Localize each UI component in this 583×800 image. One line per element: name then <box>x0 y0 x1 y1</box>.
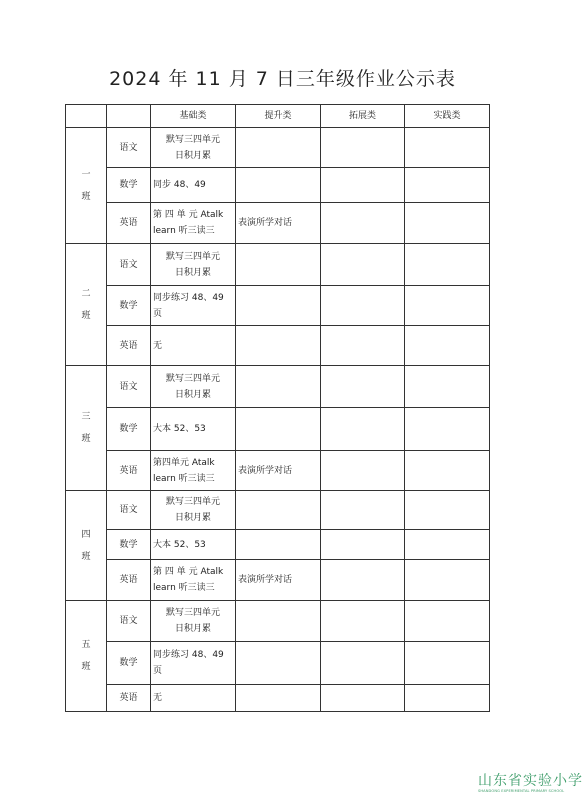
subject-cell: 数学 <box>107 286 151 326</box>
basic-line: 页 <box>153 308 163 319</box>
subject-cell: 英语 <box>107 326 151 366</box>
table-row <box>66 244 490 286</box>
expand-cell <box>321 530 405 560</box>
class-name-char: 班 <box>81 434 91 444</box>
expand-cell <box>321 491 405 530</box>
table-row <box>66 491 490 530</box>
table-row <box>66 203 490 244</box>
basic-line: 默写三四单元 <box>165 373 220 384</box>
basic-line: 大本 52、53 <box>153 539 206 550</box>
basic-line: 第 四 单 元 Atalk <box>153 210 224 220</box>
subject-cell: 英语 <box>107 451 151 491</box>
school-logo <box>478 773 583 794</box>
table-row <box>66 128 490 168</box>
subject-cell: 英语 <box>107 685 151 712</box>
improve-cell <box>236 366 321 408</box>
basic-line: 默写三四单元 <box>165 497 220 507</box>
improve-cell <box>236 244 321 286</box>
table-row <box>66 326 490 366</box>
table-row <box>66 366 490 408</box>
header-basic: 基础类 <box>151 105 236 128</box>
class-name-char: 四 <box>81 529 91 540</box>
basic-line: 日积月累 <box>174 150 211 161</box>
basic-line: learn 听三读三 <box>153 473 215 484</box>
page-title: 2024 年 11 月 7 日三年级作业公示表 <box>109 68 456 90</box>
expand-cell <box>321 326 405 366</box>
basic-line: 日积月累 <box>174 267 211 278</box>
practice-cell <box>405 560 490 601</box>
improve-cell <box>236 408 321 451</box>
subject-cell: 语文 <box>107 244 151 286</box>
practice-cell <box>405 244 490 286</box>
basic-cell <box>151 601 236 642</box>
school-logo-chinese: 山东省实验小学 <box>478 773 583 789</box>
improve-cell: 表演所学对话 <box>236 451 321 491</box>
basic-cell <box>151 408 236 451</box>
improve-cell: 表演所学对话 <box>236 560 321 601</box>
basic-line: 无 <box>153 693 163 703</box>
basic-line: 第四单元 Atalk <box>153 457 215 468</box>
basic-line: 默写三四单元 <box>165 134 220 145</box>
improve-cell <box>236 491 321 530</box>
improve-cell <box>236 168 321 203</box>
expand-cell <box>321 244 405 286</box>
practice-cell <box>405 286 490 326</box>
practice-cell <box>405 491 490 530</box>
basic-line: 大本 52、53 <box>153 424 206 434</box>
basic-cell <box>151 642 236 685</box>
practice-cell <box>405 128 490 168</box>
basic-cell <box>151 203 236 244</box>
expand-cell <box>321 451 405 491</box>
basic-cell <box>151 326 236 366</box>
practice-cell <box>405 366 490 408</box>
table-row <box>66 642 490 685</box>
basic-line: 页 <box>153 666 163 676</box>
basic-cell <box>151 128 236 168</box>
class-name-cell <box>66 128 107 244</box>
practice-cell <box>405 203 490 244</box>
table-row <box>66 451 490 491</box>
basic-cell <box>151 530 236 560</box>
improve-cell <box>236 601 321 642</box>
table-row <box>66 560 490 601</box>
basic-cell <box>151 286 236 326</box>
practice-cell <box>405 168 490 203</box>
basic-line: 日积月累 <box>174 513 211 523</box>
subject-cell: 英语 <box>107 203 151 244</box>
table-row <box>66 685 490 712</box>
class-name-cell <box>66 601 107 712</box>
header-cell <box>107 105 151 128</box>
improve-cell <box>236 326 321 366</box>
basic-cell <box>151 491 236 530</box>
basic-line: learn 听三读三 <box>153 226 215 236</box>
expand-cell <box>321 128 405 168</box>
class-name-cell <box>66 366 107 491</box>
practice-cell <box>405 601 490 642</box>
basic-line: 日积月累 <box>174 389 211 400</box>
improve-cell <box>236 685 321 712</box>
basic-line: 无 <box>153 340 163 351</box>
subject-cell: 数学 <box>107 408 151 451</box>
basic-line: 默写三四单元 <box>165 251 220 262</box>
expand-cell <box>321 408 405 451</box>
class-name-char: 三 <box>81 412 91 422</box>
improve-cell <box>236 128 321 168</box>
table-row <box>66 601 490 642</box>
header-cell <box>66 105 107 128</box>
school-logo-english: SHANDONG EXPERIMENTAL PRIMARY SCHOOL <box>478 789 565 793</box>
class-name-cell <box>66 244 107 366</box>
improve-cell <box>236 286 321 326</box>
subject-cell: 数学 <box>107 168 151 203</box>
basic-cell <box>151 168 236 203</box>
expand-cell <box>321 601 405 642</box>
basic-cell <box>151 685 236 712</box>
improve-cell: 表演所学对话 <box>236 203 321 244</box>
basic-line: learn 听三读三 <box>153 583 215 593</box>
header-expand: 拓展类 <box>321 105 405 128</box>
improve-cell <box>236 642 321 685</box>
header-practice: 实践类 <box>405 105 490 128</box>
expand-cell <box>321 203 405 244</box>
class-name-char: 班 <box>81 551 91 562</box>
class-name-char: 五 <box>81 640 91 650</box>
practice-cell <box>405 408 490 451</box>
subject-cell: 语文 <box>107 601 151 642</box>
expand-cell <box>321 168 405 203</box>
basic-line: 第 四 单 元 Atalk <box>153 567 224 577</box>
basic-cell <box>151 366 236 408</box>
practice-cell <box>405 685 490 712</box>
expand-cell <box>321 286 405 326</box>
expand-cell <box>321 366 405 408</box>
basic-line: 同步 48、49 <box>153 180 206 190</box>
subject-cell: 语文 <box>107 128 151 168</box>
table-row <box>66 408 490 451</box>
subject-cell: 语文 <box>107 366 151 408</box>
table-row <box>66 530 490 560</box>
expand-cell <box>321 642 405 685</box>
basic-line: 同步练习 48、49 <box>153 292 224 303</box>
basic-cell <box>151 244 236 286</box>
table-row <box>66 168 490 203</box>
basic-line: 日积月累 <box>174 624 211 634</box>
subject-cell: 语文 <box>107 491 151 530</box>
expand-cell <box>321 685 405 712</box>
practice-cell <box>405 530 490 560</box>
basic-cell <box>151 560 236 601</box>
basic-line: 同步练习 48、49 <box>153 650 224 660</box>
class-name-char: 二 <box>81 288 91 299</box>
improve-cell <box>236 530 321 560</box>
basic-cell <box>151 451 236 491</box>
expand-cell <box>321 560 405 601</box>
header-row <box>66 105 490 128</box>
class-name-char: 一 <box>81 169 91 180</box>
subject-cell: 英语 <box>107 560 151 601</box>
class-name-char: 班 <box>81 662 91 672</box>
basic-line: 默写三四单元 <box>165 608 220 618</box>
practice-cell <box>405 642 490 685</box>
class-name-char: 班 <box>81 191 91 202</box>
header-improve: 提升类 <box>236 105 321 128</box>
class-name-char: 班 <box>81 310 91 321</box>
homework-table <box>65 104 490 712</box>
table-row <box>66 286 490 326</box>
class-name-cell <box>66 491 107 601</box>
practice-cell <box>405 451 490 491</box>
practice-cell <box>405 326 490 366</box>
subject-cell: 数学 <box>107 530 151 560</box>
subject-cell: 数学 <box>107 642 151 685</box>
